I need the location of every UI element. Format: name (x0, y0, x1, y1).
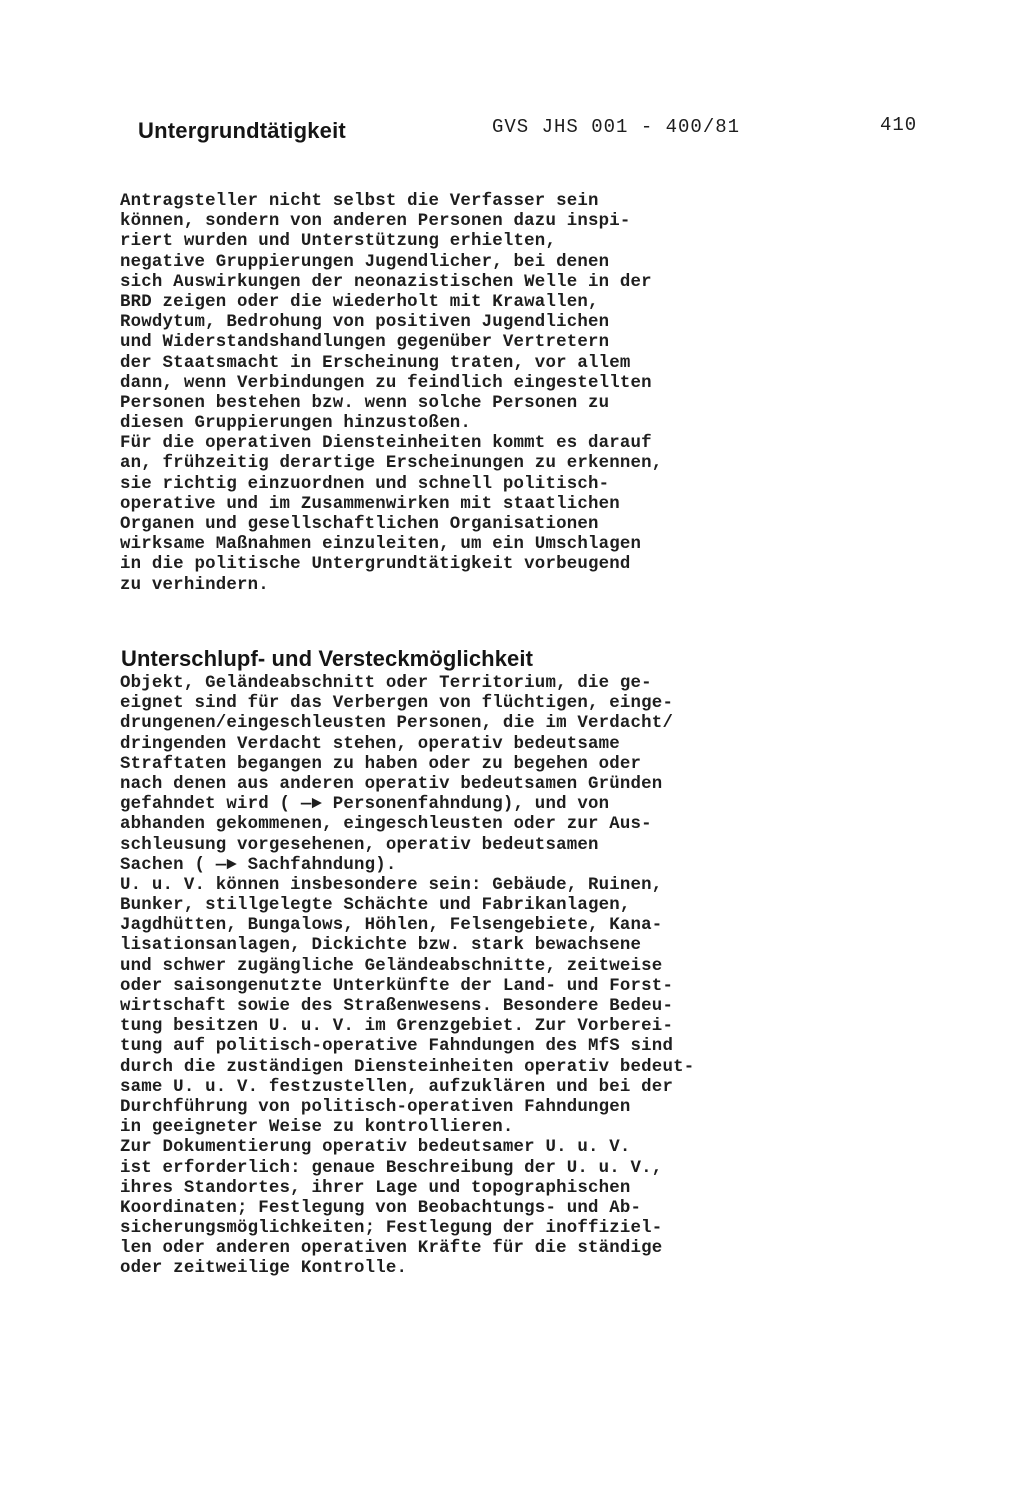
text-line: Koordinaten; Festlegung von Beobachtungs- und Ab- (120, 1198, 642, 1218)
page-number: 410 (880, 114, 918, 136)
text-line: durch die zuständigen Diensteinheiten operativ bedeut- (120, 1057, 695, 1077)
text-line: oder zeitweilige Kontrolle. (120, 1259, 408, 1279)
text-line: zu verhindern. (120, 575, 269, 595)
text-line: tung auf politisch-operative Fahndungen des MfS sind (120, 1037, 674, 1057)
text-line: drungenen/eingeschleusten Personen, die im Verdacht/ (120, 714, 674, 734)
running-header (0, 112, 1024, 152)
text-line: len oder anderen operativen Kräfte für die ständige (120, 1239, 663, 1259)
text-line: Bunker, stillgelegte Schächte und Fabrikanlagen, (120, 896, 631, 916)
section-title: Untergrundtätigkeit (138, 118, 346, 143)
text-line: Jagdhütten, Bungalows, Höhlen, Felsengebiete, Kana- (120, 916, 663, 936)
text-line: U. u. V. können insbesondere sein: Gebäude, Ruinen, (120, 875, 663, 895)
text-line: abhanden gekommenen, eingeschleusten oder zur Aus- (120, 815, 652, 835)
text-line: der Staatsmacht in Erscheinung traten, vor allem (120, 353, 631, 373)
entry-unterschlupf-text (120, 674, 800, 1280)
text-line: ist erforderlich: genaue Beschreibung der U. u. V., (120, 1158, 663, 1178)
text-line: sicherungsmöglichkeiten; Festlegung der inoffiziel- (120, 1219, 663, 1239)
text-line: Antragsteller nicht selbst die Verfasser sein (120, 192, 599, 211)
text-line: same U. u. V. festzustellen, aufzuklären und bei der (120, 1077, 674, 1097)
text-line: tung besitzen U. u. V. im Grenzgebiet. Zur Vorberei- (120, 1017, 674, 1037)
text-line: sie richtig einzuordnen und schnell politisch- (120, 474, 610, 494)
text-line: nach denen aus anderen operativ bedeutsamen Gründen (120, 774, 663, 794)
text-line: Organen und gesellschaftlichen Organisationen (120, 515, 599, 534)
text-line: an, frühzeitig derartige Erscheinungen zu erkennen, (120, 454, 663, 474)
text-line: in die politische Untergrundtätigkeit vorbeugend (120, 555, 631, 575)
text-line: Für die operativen Diensteinheiten kommt es darauf (120, 434, 652, 454)
entry-heading-unterschlupf: Unterschlupf- und Versteckmöglichkeit (121, 646, 534, 671)
text-line: wirtschaft sowie des Straßenwesens. Besondere Bedeu- (120, 997, 674, 1016)
text-line: und Widerstandshandlungen gegenüber Vertretern (120, 333, 610, 353)
text-line: können, sondern von anderen Personen dazu inspi- (120, 212, 631, 232)
text-line: diesen Gruppierungen hinzustoßen. (120, 414, 471, 434)
text-line: riert wurden und Unterstützung erhielten, (120, 232, 557, 252)
text-line: Personen bestehen bzw. wenn solche Personen zu (120, 393, 610, 413)
text-line: Objekt, Geländeabschnitt oder Territorium, die ge- (120, 674, 652, 693)
text-line: Zur Dokumentierung operativ bedeutsamer U. u. V. (120, 1138, 631, 1158)
text-line: ihres Standortes, ihrer Lage und topographischen (120, 1178, 631, 1198)
text-line: oder saisongenutzte Unterkünfte der Land- und Forst- (120, 976, 674, 996)
text-line-cross-reference: Sachen ( —► Sachfahndung). (120, 855, 397, 875)
text-line: schleusung vorgesehenen, operativ bedeutsamen (120, 835, 599, 855)
text-line: wirksame Maßnahmen einzuleiten, um ein Umschlagen (120, 535, 642, 555)
text-line: operative und im Zusammenwirken mit staatlichen (120, 494, 620, 514)
text-line: Durchführung von politisch-operativen Fahndungen (120, 1097, 631, 1117)
text-line: dringenden Verdacht stehen, operativ bedeutsame (120, 734, 620, 754)
text-line: eignet sind für das Verbergen von flüchtigen, einge- (120, 694, 674, 714)
text-line: Straftaten begangen zu haben oder zu begehen oder (120, 754, 642, 774)
text-line: negative Gruppierungen Jugendlicher, bei denen (120, 252, 610, 272)
text-line-cross-reference: gefahndet wird ( —► Personenfahndung), und von (120, 795, 610, 815)
document-reference: GVS JHS 001 - 400/81 (492, 116, 741, 138)
text-line: Rowdytum, Bedrohung von positiven Jugendlichen (120, 313, 610, 333)
text-line: BRD zeigen oder die wiederholt mit Krawallen, (120, 292, 599, 312)
text-line: lisationsanlagen, Dickichte bzw. stark bewachsene (120, 936, 642, 956)
text-line: sich Auswirkungen der neonazistischen Welle in der (120, 272, 652, 292)
text-line: und schwer zugängliche Geländeabschnitte, zeitweise (120, 956, 663, 976)
text-line: in geeigneter Weise zu kontrollieren. (120, 1118, 514, 1138)
entry-untergrundtaetigkeit-text (120, 192, 800, 596)
text-line: dann, wenn Verbindungen zu feindlich eingestellten (120, 373, 652, 393)
